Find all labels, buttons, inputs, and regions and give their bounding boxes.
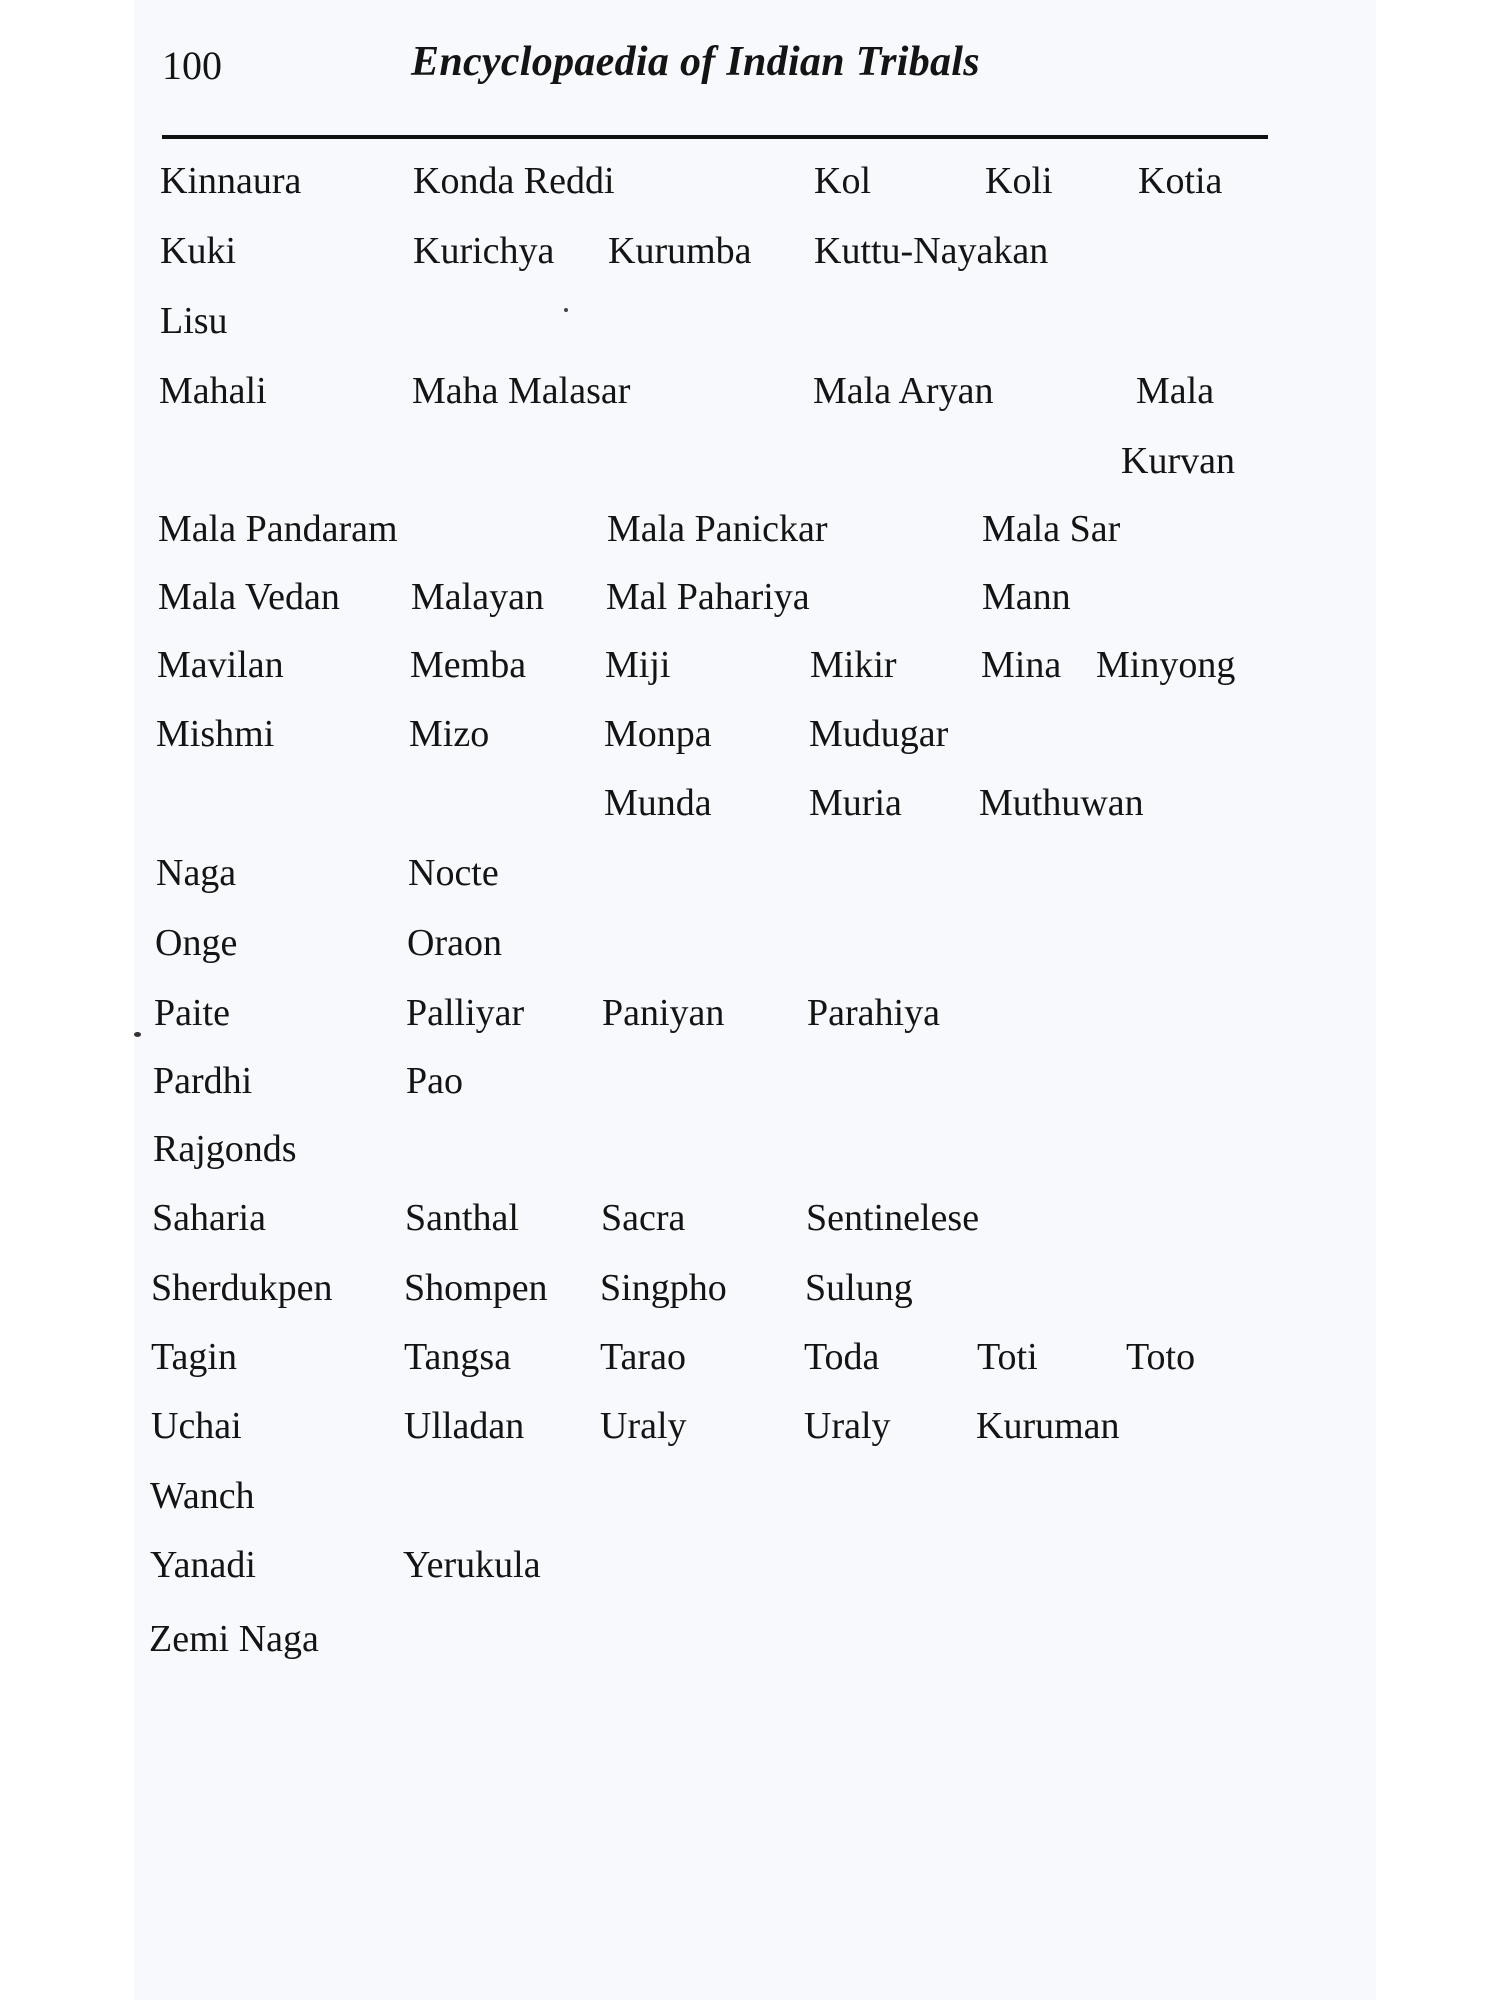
tribe-list [134,0,1376,2000]
tribe-name: Toto [1126,1336,1196,1378]
tribe-name: Tarao [600,1336,686,1378]
tribe-name: Mudugar [809,713,949,755]
stray-dot-mark [134,1032,141,1037]
tribe-name: Kurichya [413,230,555,272]
tribe-name: Wanch [150,1475,255,1517]
tribe-name: Singpho [600,1267,727,1309]
tribe-name: Memba [410,644,527,686]
tribe-name: Ulladan [404,1405,525,1447]
tribe-name: Zemi Naga [149,1618,319,1660]
tribe-name: Minyong [1096,644,1236,686]
tribe-name: Kol [814,160,871,202]
tribe-name: Mala Pandaram [158,508,398,550]
tribe-name: Toda [804,1336,880,1378]
tribe-name: Sacra [601,1197,686,1239]
tribe-name: Oraon [407,922,502,964]
tribe-name: Kuttu-Nayakan [814,230,1049,272]
tribe-name: Yanadi [150,1544,256,1586]
tribe-name: Pardhi [153,1060,253,1102]
book-title: Encyclopaedia of Indian Tribals [411,39,980,85]
book-page [134,0,1376,2000]
tribe-name: Malayan [411,576,544,618]
tribe-name: Mikir [810,644,897,686]
tribe-name: Naga [156,852,237,894]
tribe-name: Uraly [600,1405,687,1447]
tribe-name: Sentinelese [806,1197,980,1239]
tribe-name: Sulung [805,1267,913,1309]
tribe-name: Muthuwan [979,782,1144,824]
tribe-name: Shompen [404,1267,548,1309]
tribe-name: Kinnaura [160,160,302,202]
tribe-name: Sherdukpen [151,1267,333,1309]
tribe-name: Mala [1136,370,1215,412]
page-number: 100 [162,43,222,88]
stray-dot-mark [564,308,568,312]
tribe-name: Mina [981,644,1062,686]
tribe-name: Mann [982,576,1071,618]
tribe-name: Mahali [159,370,267,412]
tribe-name: Tangsa [404,1336,512,1378]
tribe-name: Miji [605,644,671,686]
tribe-name: Maha Malasar [412,370,631,412]
tribe-name: Mala Sar [982,508,1121,550]
tribe-name: Mala Vedan [158,576,340,618]
tribe-name: Muria [809,782,902,824]
tribe-name: Paite [154,992,230,1034]
tribe-name: Kurumba [608,230,752,272]
tribe-name: Uchai [151,1405,242,1447]
tribe-name: Mishmi [156,713,275,755]
tribe-name: Konda Reddi [413,160,615,202]
tribe-name: Santhal [405,1197,519,1239]
tribe-name: Tagin [151,1336,237,1378]
tribe-name: Mala Panickar [607,508,828,550]
tribe-name: Yerukula [403,1544,541,1586]
tribe-name: Mala Aryan [813,370,994,412]
tribe-name: Kuki [160,230,236,272]
tribe-name: Pao [406,1060,463,1102]
tribe-name: Saharia [152,1197,266,1239]
tribe-name: Palliyar [406,992,525,1034]
tribe-name: Parahiya [807,992,940,1034]
tribe-name: Nocte [408,852,499,894]
tribe-name: Munda [604,782,712,824]
tribe-name: Uraly [804,1405,891,1447]
tribe-name: Monpa [604,713,712,755]
tribe-name: Kurvan [1121,440,1235,482]
tribe-name: Mal Pahariya [606,576,810,618]
tribe-name: Lisu [160,300,228,342]
tribe-name: Mizo [409,713,490,755]
tribe-name: Koli [985,160,1053,202]
tribe-name: Kuruman [976,1405,1120,1447]
tribe-name: Onge [155,922,238,964]
tribe-name: Rajgonds [153,1128,297,1170]
tribe-name: Kotia [1138,160,1223,202]
tribe-name: Paniyan [602,992,725,1034]
tribe-name: Mavilan [157,644,284,686]
tribe-name: Toti [977,1336,1038,1378]
